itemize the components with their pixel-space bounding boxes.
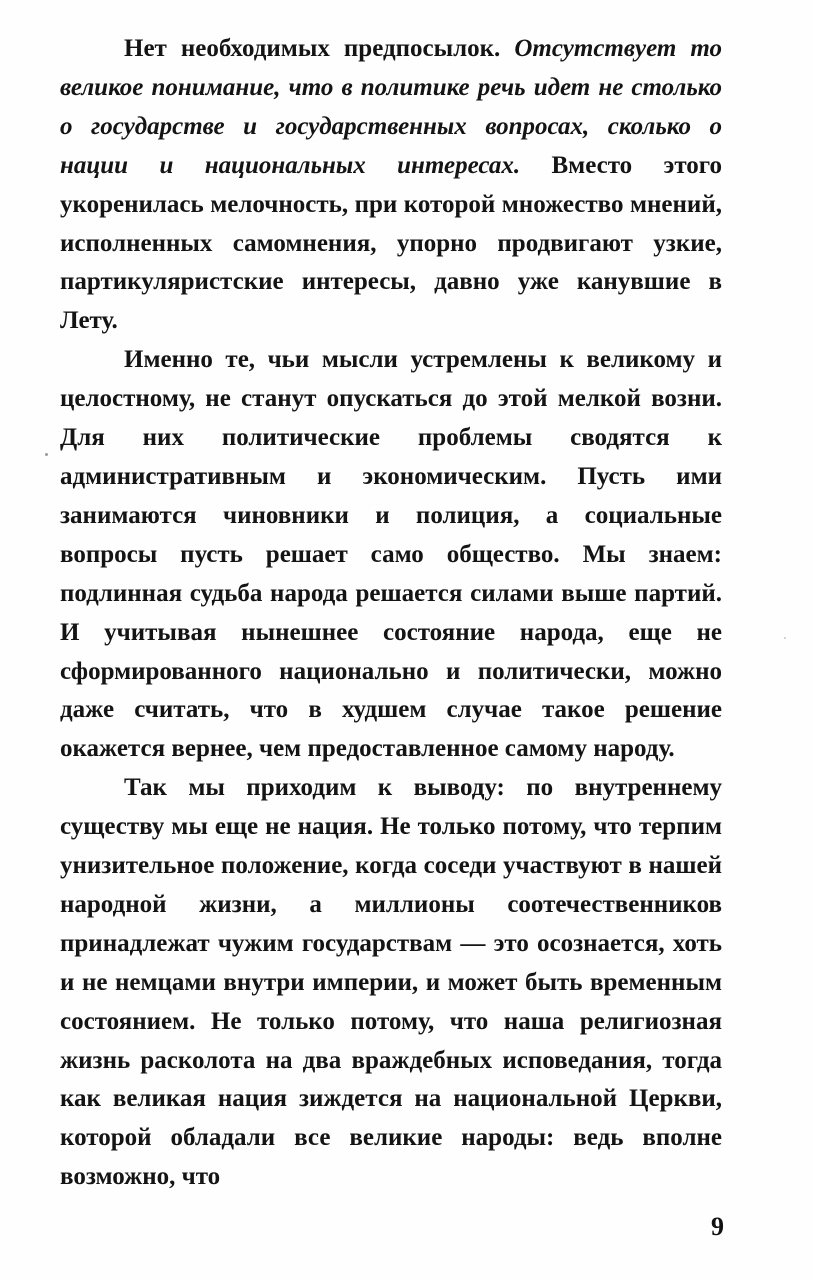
paragraph-1-italic-text: Отсутствует то великое понимание, что в политике речь идет не столько о государстве и государственных вопросах, сколько о нации и национальных интересах. [60, 35, 723, 179]
paragraph-2 [60, 341, 722, 769]
paragraph-2-text: Именно те, чьи мысли устремлены к великому и целостному, не станут опускаться до этой мелкой возни. Для них политические проблемы сводятся к административным и экономическим. Пусть ими занимаются чиновники и полиция, а социальные вопросы пусть решает само общество. Мы знаем: подлинная судьба народа решается силами выше партий. И учитывая нынешнее состояние народа, еще не сформированного национально и политически, можно даже считать, что в худшем случае такое решение окажется вернее, чем предоставленное самому народу. [60, 346, 722, 763]
paragraph-1-text: Нет необходимых предпосылок. [124, 35, 515, 62]
scan-speck [45, 453, 48, 456]
page-number: 9 [711, 1212, 724, 1241]
paragraph-3-text: Так мы приходим к выводу: по внутреннему существу мы еще не нация. Не только потому, что терпим унизительное положение, когда соседи участвуют в нашей народной жизни, а миллионы соотечественников принадлежат чужим государствам — это осознается, хоть и не немцами внутри империи, и может быть временным состоянием. Не только потому, что наша религиозная жизнь расколота на два враждебных исповедания, тогда как великая нация зиждется на национальной Церкви, которой обладали все великие народы: ведь вполне возможно, что [60, 774, 722, 1191]
body-text [60, 30, 722, 1197]
paragraph-1-text-continued: Вместо этого укоренилась мелочность, при которой множество мнений, исполненных самомнения, упорно продвигают узкие, партикуляристские интересы, давно уже канувшие в Лету. [60, 151, 722, 335]
scan-speck [784, 637, 786, 639]
paragraph-3 [60, 769, 722, 1197]
paragraph-1 [60, 30, 722, 341]
